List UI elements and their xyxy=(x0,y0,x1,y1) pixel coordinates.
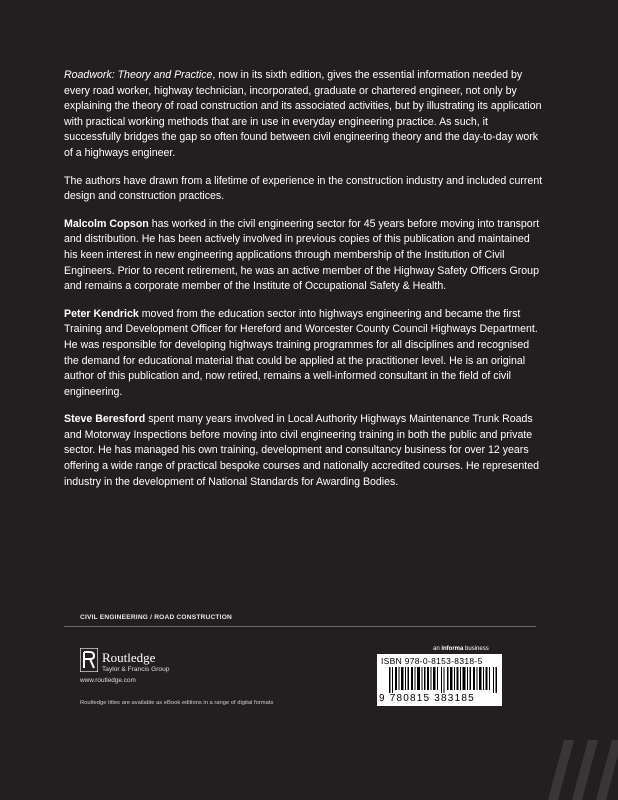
isbn-label: ISBN 978-0-8153-8318-5 xyxy=(381,656,483,666)
barcode-bars-icon xyxy=(389,667,497,693)
intro-text: , now in its sixth edition, gives the essential information needed by every road worker, highway technician, incorporated, graduate or chartered engineer, not only by explaining the theory of road construction and its associated activities, but by illustrating its application with practical working methods that are in use in everyday engineering practice. As such, it successfully bridges the gap so often found between civil engineering theory and the day-to-day work of a highways engineer. xyxy=(64,69,542,159)
author-bio-text: has worked in the civil engineering sector for 45 years before moving into transport and distribution. He has been actively involved in previous copies of this publication and maintained his keen interest in new engineering applications through membership of the Institution of Civil Engineers. Prior to recent retirement, he was an active member of the Highway Safety Officers Group and remains a corporate member of the Institute of Occupational Safety & Health. xyxy=(64,217,540,293)
author-name: Peter Kendrick xyxy=(64,307,139,320)
road-stripes-decoration-icon xyxy=(538,700,618,800)
divider xyxy=(64,626,536,627)
author-bio-copson xyxy=(64,217,544,295)
road-stripe xyxy=(596,740,618,800)
author-bio-kendrick xyxy=(64,307,544,401)
subject-category: CIVIL ENGINEERING / ROAD CONSTRUCTION xyxy=(80,614,232,621)
ebook-note: Routledge titles are available as eBook editions in a range of digital formats xyxy=(80,700,274,706)
author-name: Steve Beresford xyxy=(64,413,146,426)
routledge-logo-icon xyxy=(80,648,98,672)
author-bio-text: spent many years involved in Local Authority Highways Maintenance Trunk Roads and Motorway Inspections before moving into civil engineering training in both the public and private sector. He has managed his own training, development and consultancy business for over 12 years offering a wide range of practical bespoke courses and nationally accredited courses. He represented industry in the development of National Standards for Awarding Bodies. xyxy=(64,413,540,488)
book-title: Roadwork: Theory and Practice xyxy=(64,69,213,81)
road-stripe xyxy=(548,740,574,800)
author-bio-text: moved from the education sector into highways engineering and became the first Training and Development Officer for Hereford and Worcester County Council Highways Department. He was responsible for developing highways training programmes for all disciplines and recognised the demand for educational material that could be applied at the practitioner level. He is an original author of this publication and, now retired, remains a well-informed consultant in the field of civil engineering. xyxy=(64,307,538,398)
blurb xyxy=(64,68,544,502)
author-bio-beresford xyxy=(64,412,544,490)
informa-tagline xyxy=(433,646,489,652)
author-name: Malcolm Copson xyxy=(64,217,149,230)
informa-brand: informa xyxy=(441,646,464,652)
blurb-intro xyxy=(64,68,544,162)
informa-suffix: business xyxy=(463,646,489,652)
road-stripe xyxy=(572,740,598,800)
publisher-website[interactable]: www.routledge.com xyxy=(80,677,136,684)
blurb-authors-experience: The authors have drawn from a lifetime of experience in the construction industry and included current design and construction practices. xyxy=(64,174,543,203)
barcode xyxy=(377,654,502,706)
publisher-group: Taylor & Francis Group xyxy=(102,666,170,673)
ean-number: 9 780815 383185 xyxy=(379,693,475,704)
informa-prefix: an xyxy=(433,646,442,652)
publisher-name: Routledge xyxy=(102,650,156,665)
